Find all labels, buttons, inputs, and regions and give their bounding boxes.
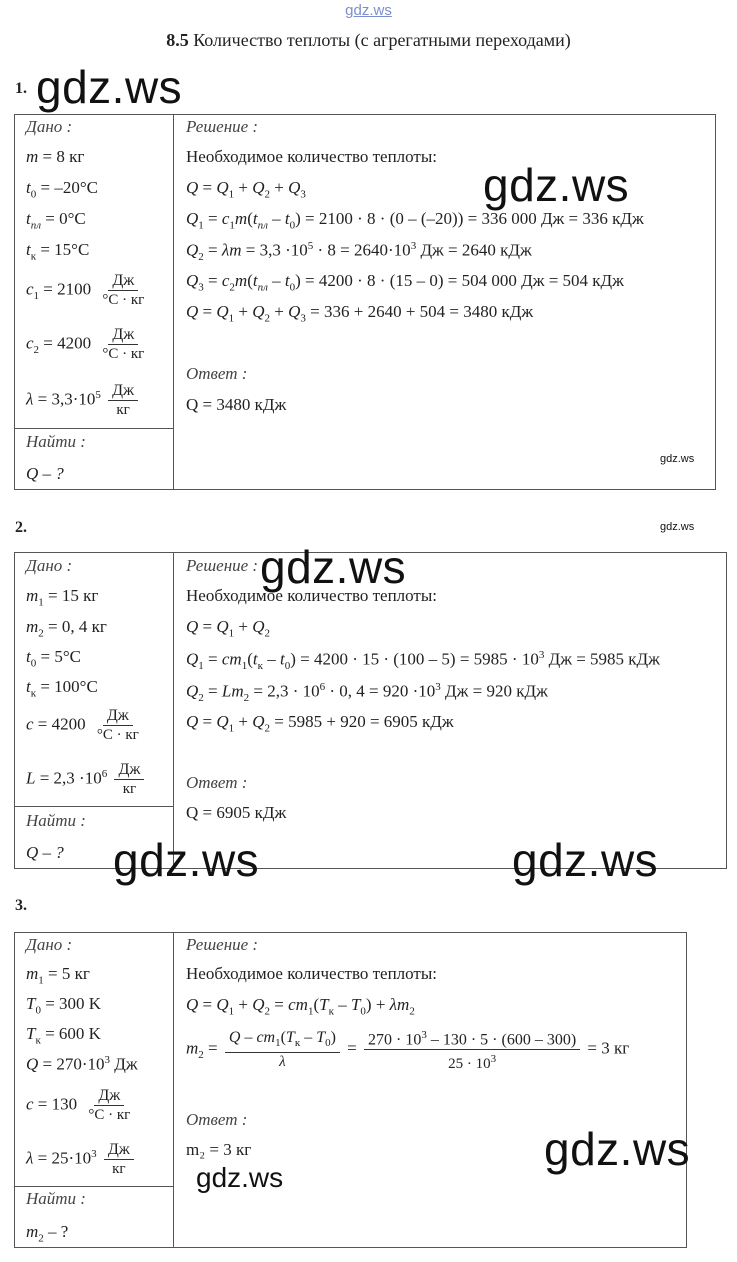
section-number: 8.5 — [166, 30, 189, 50]
column-divider — [173, 932, 174, 1247]
given-label: Дано : — [26, 117, 73, 136]
formula: $m_2$ = $\frac{Q - cm_1(T_к - T_0)}{\lambda}$ = $\frac{270 \cdot 10^3 - 130 \cdot 5 \cdot (600 - 300)}{25 \cdot 10^3}$ = 3 кг — [186, 1026, 629, 1073]
section-title: Количество теплоты (с агрегатными переходами) — [193, 30, 571, 50]
given-item: $T_к = 600$ K — [26, 1024, 101, 1047]
given-item: $c_1 = 2100$ $\frac{Дж}{^\circ C \cdot кг}$ — [26, 272, 145, 308]
given-item: $t_{пл} = 0^\circ C$ — [26, 209, 86, 232]
formula: $Q = Q_1 + Q_2 = cm_1(T_к - T_0) + \lambda m_2$ — [186, 995, 415, 1018]
watermark-small: gdz.ws — [660, 453, 695, 465]
given-item: m = 8 кг — [26, 147, 85, 166]
given-item: $\lambda = 3,3\cdot 10^5$ $\frac{Дж}{кг}$ — [26, 382, 141, 419]
given-label: Дано : — [26, 935, 73, 954]
need-text: Необходимое количество теплоты: — [186, 964, 438, 983]
find-item: $m_2$ – ? — [26, 1222, 69, 1245]
given-item: $t_к = 100^\circ C$ — [26, 677, 98, 700]
solution-label: Решение : — [186, 935, 259, 954]
find-label: Найти : — [26, 811, 86, 830]
given-item: $t_0 = -20^\circ C$ — [26, 178, 98, 201]
answer-label: Ответ : — [186, 1110, 248, 1129]
find-label: Найти : — [26, 432, 86, 451]
watermark-large: gdz.ws — [260, 541, 407, 593]
formula: $Q = Q_1 + Q_2 + Q_3 = 336 + 2640 + 504 = 3480$ кДж — [186, 302, 534, 325]
answer-text: Q = 3480 кДж — [186, 395, 287, 414]
formula: $Q = Q_1 + Q_2 = 5985 + 920 = 6905$ кДж — [186, 712, 454, 735]
row-divider — [14, 428, 173, 429]
column-divider — [173, 552, 174, 868]
page-title — [0, 30, 737, 51]
given-item: $m_2 = 0$, 4 кг — [26, 617, 107, 640]
find-item: Q – ? — [26, 843, 64, 862]
row-divider — [14, 1186, 173, 1187]
top-watermark-link[interactable]: gdz.ws — [345, 2, 392, 19]
problem-3-number: 3. — [15, 897, 27, 914]
answer-text: Q = 6905 кДж — [186, 803, 287, 822]
find-item: Q – ? — [26, 464, 64, 483]
formula: $Q_1 = cm_1(t_к - t_0) = 4200 \cdot 15 \cdot (100 - 5) = 5985 \cdot 10^3$ Дж = 5985 кДж — [186, 649, 660, 673]
given-label: Дано : — [26, 556, 73, 575]
find-label: Найти : — [26, 1189, 86, 1208]
answer-text: m₂ = 3 кг — [186, 1140, 252, 1159]
formula: $Q = Q_1 + Q_2$ — [186, 617, 271, 640]
given-item: $t_к = 15^\circ C$ — [26, 240, 90, 263]
formula: $Q_2 = \lambda m = 3,3 \cdot 10^5 \cdot 8 = 2640\cdot 10^3$ Дж = 2640 кДж — [186, 240, 532, 264]
formula: $Q = Q_1 + Q_2 + Q_3$ — [186, 178, 306, 201]
watermark-medium: gdz.ws — [196, 1162, 284, 1193]
formula: $Q_3 = c_2m(t_{пл} - t_0) = 4200 \cdot 8 \cdot (15 - 0) = 504$ 000 Дж = 504 кДж — [186, 271, 624, 294]
watermark-large: gdz.ws — [483, 159, 630, 211]
watermark-large: gdz.ws — [512, 834, 659, 886]
given-item: $Q = 270\cdot 10^3$ Дж — [26, 1054, 138, 1074]
problem-2-number: 2. — [15, 519, 27, 536]
given-item: $\lambda = 25\cdot 10^3$ $\frac{Дж}{кг}$ — [26, 1141, 137, 1178]
given-item: $t_0 = 5^\circ C$ — [26, 647, 81, 670]
watermark-large: gdz.ws — [36, 61, 183, 113]
formula: $Q_1 = c_1m(t_{пл} - t_0) = 2100 \cdot 8 \cdot (0 - (-20)) = 336$ 000 Дж = 336 кДж — [186, 209, 644, 232]
given-item: $c_2 = 4200$ $\frac{Дж}{^\circ C \cdot кг}$ — [26, 326, 145, 362]
given-item: c = 4200 $\frac{Дж}{^\circ C \cdot кг}$ — [26, 707, 139, 743]
answer-label: Ответ : — [186, 773, 248, 792]
solution-label: Решение : — [186, 556, 259, 575]
given-item: $T_0 = 300$ K — [26, 994, 102, 1017]
answer-label: Ответ : — [186, 364, 248, 383]
given-item: $m_1 = 5$ кг — [26, 964, 90, 987]
watermark-small: gdz.ws — [660, 521, 695, 533]
column-divider — [173, 114, 174, 489]
watermark-large: gdz.ws — [113, 834, 260, 886]
watermark-large: gdz.ws — [544, 1123, 691, 1175]
solution-label: Решение : — [186, 117, 259, 136]
given-item: $L = 2,3 \cdot 10^6$ $\frac{Дж}{кг}$ — [26, 761, 147, 798]
formula: $Q_2 = Lm_2 = 2,3 \cdot 10^6 \cdot 0$, $4 = 920 \cdot 10^3$ Дж = 920 кДж — [186, 681, 548, 705]
given-item: $m_1 = 15$ кг — [26, 586, 99, 609]
given-item: c = 130 $\frac{Дж}{^\circ C \cdot кг}$ — [26, 1087, 131, 1123]
problem-1-number: 1. — [15, 80, 27, 97]
row-divider — [14, 806, 173, 807]
need-text: Необходимое количество теплоты: — [186, 147, 438, 166]
need-text: Необходимое количество теплоты: — [186, 586, 438, 605]
